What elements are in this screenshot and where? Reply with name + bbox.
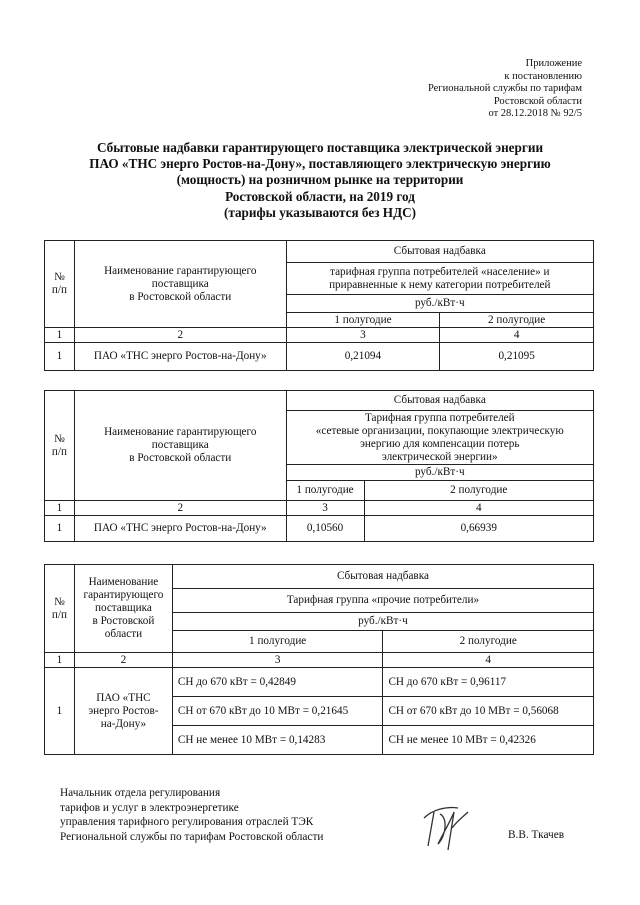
index-cell: 1 — [45, 328, 75, 343]
col-number-header: № п/п — [45, 241, 75, 328]
col-name-header: Наименование гарантирующего поставщика в Ростовской области — [74, 391, 286, 501]
col-number-header: № п/п — [45, 391, 75, 501]
half-year-1-header: 1 полугодие — [286, 481, 364, 501]
index-cell: 3 — [286, 501, 364, 516]
col-name-header: Наименование гарантирующего поставщика в Ростовской области — [74, 241, 286, 328]
index-cell: 4 — [364, 501, 594, 516]
document-title — [40, 140, 600, 221]
markup-header: Сбытовая надбавка — [172, 565, 593, 589]
appendix-line: Ростовской области — [493, 95, 582, 107]
title-line: ПАО «ТНС энерго Ростов-на-Дону», поставляющего электрическую энергию — [89, 156, 551, 172]
value-cell: СН не менее 10 МВт = 0,42326 — [383, 726, 594, 755]
value-half-2: 0,21095 — [440, 343, 594, 371]
title-line: Ростовской области, на 2019 год — [225, 188, 415, 204]
row-number: 1 — [45, 668, 75, 755]
row-number: 1 — [45, 343, 75, 371]
half-year-2-header: 2 полугодие — [383, 631, 594, 653]
signature-line: управления тарифного регулирования отраслей ТЭК — [60, 816, 314, 829]
unit-header: руб./кВт·ч — [172, 613, 593, 631]
signatory-name: В.В. Ткачев — [508, 829, 565, 841]
value-cell: СН от 670 кВт до 10 МВт = 0,56068 — [383, 697, 594, 726]
tariff-group-header: Тарифная группа потребителей «сетевые организации, покупающие электрическую энергию для компенсации потерь электрической энергии» — [286, 411, 593, 465]
value-cell: СН до 670 кВт = 0,96117 — [383, 668, 594, 697]
index-cell: 1 — [45, 501, 75, 516]
markup-header: Сбытовая надбавка — [286, 241, 593, 263]
row-number: 1 — [45, 516, 75, 542]
tariff-group-header: тарифная группа потребителей «население» и приравненные к нему категории потребителей — [286, 263, 593, 295]
appendix-line: от 28.12.2018 № 92/5 — [488, 108, 582, 120]
tariff-group-header: Тарифная группа «прочие потребители» — [172, 589, 593, 613]
half-year-1-header: 1 полугодие — [172, 631, 383, 653]
appendix-line: Приложение — [525, 58, 582, 69]
markup-header: Сбытовая надбавка — [286, 391, 593, 411]
unit-header: руб./кВт·ч — [286, 295, 593, 313]
half-year-1-header: 1 полугодие — [286, 313, 440, 328]
col-name-header: Наименование гарантирующего поставщика в Ростовской области — [74, 565, 172, 653]
supplier-name: ПАО «ТНС энерго Ростов-на-Дону» — [74, 343, 286, 371]
tariff-table-population — [44, 240, 594, 371]
title-line: Сбытовые надбавки гарантирующего поставщика электрической энергии — [96, 140, 544, 155]
appendix-line: Региональной службы по тарифам — [427, 83, 582, 95]
index-cell: 2 — [74, 501, 286, 516]
signature-line: Региональной службы по тарифам Ростовской области — [60, 830, 324, 843]
handwritten-signature-icon — [418, 798, 478, 859]
index-cell: 2 — [74, 653, 172, 668]
table-row — [45, 516, 594, 542]
value-cell: СН до 670 кВт = 0,42849 — [172, 668, 383, 697]
half-year-2-header: 2 полугодие — [364, 481, 594, 501]
value-half-1: 0,10560 — [286, 516, 364, 542]
signature-block — [60, 786, 323, 844]
index-cell: 3 — [286, 328, 440, 343]
title-line: (мощность) на розничном рынке на территории — [176, 172, 464, 188]
index-cell: 4 — [440, 328, 594, 343]
supplier-name: ПАО «ТНС энерго Ростов-на-Дону» — [74, 516, 286, 542]
title-line: (тарифы указываются без НДС) — [223, 204, 417, 220]
supplier-name: ПАО «ТНС энерго Ростов- на-Дону» — [74, 668, 172, 755]
tariff-table-other — [44, 564, 594, 755]
value-half-2: 0,66939 — [364, 516, 594, 542]
index-cell: 2 — [74, 328, 286, 343]
unit-header: руб./кВт·ч — [286, 465, 593, 481]
value-cell: СН не менее 10 МВт = 0,14283 — [172, 726, 383, 755]
index-cell: 3 — [172, 653, 383, 668]
index-cell: 1 — [45, 653, 75, 668]
index-cell: 4 — [383, 653, 594, 668]
table-row — [45, 343, 594, 371]
table-row — [45, 668, 594, 697]
value-half-1: 0,21094 — [286, 343, 440, 371]
signature-line: тарифов и услуг в электроэнергетике — [60, 801, 239, 814]
value-cell: СН от 670 кВт до 10 МВт = 0,21645 — [172, 697, 383, 726]
half-year-2-header: 2 полугодие — [440, 313, 594, 328]
appendix-header — [352, 58, 582, 121]
appendix-line: к постановлению — [504, 70, 582, 82]
tariff-table-network — [44, 390, 594, 542]
col-number-header: № п/п — [45, 565, 75, 653]
signature-line: Начальник отдела регулирования — [60, 787, 221, 799]
